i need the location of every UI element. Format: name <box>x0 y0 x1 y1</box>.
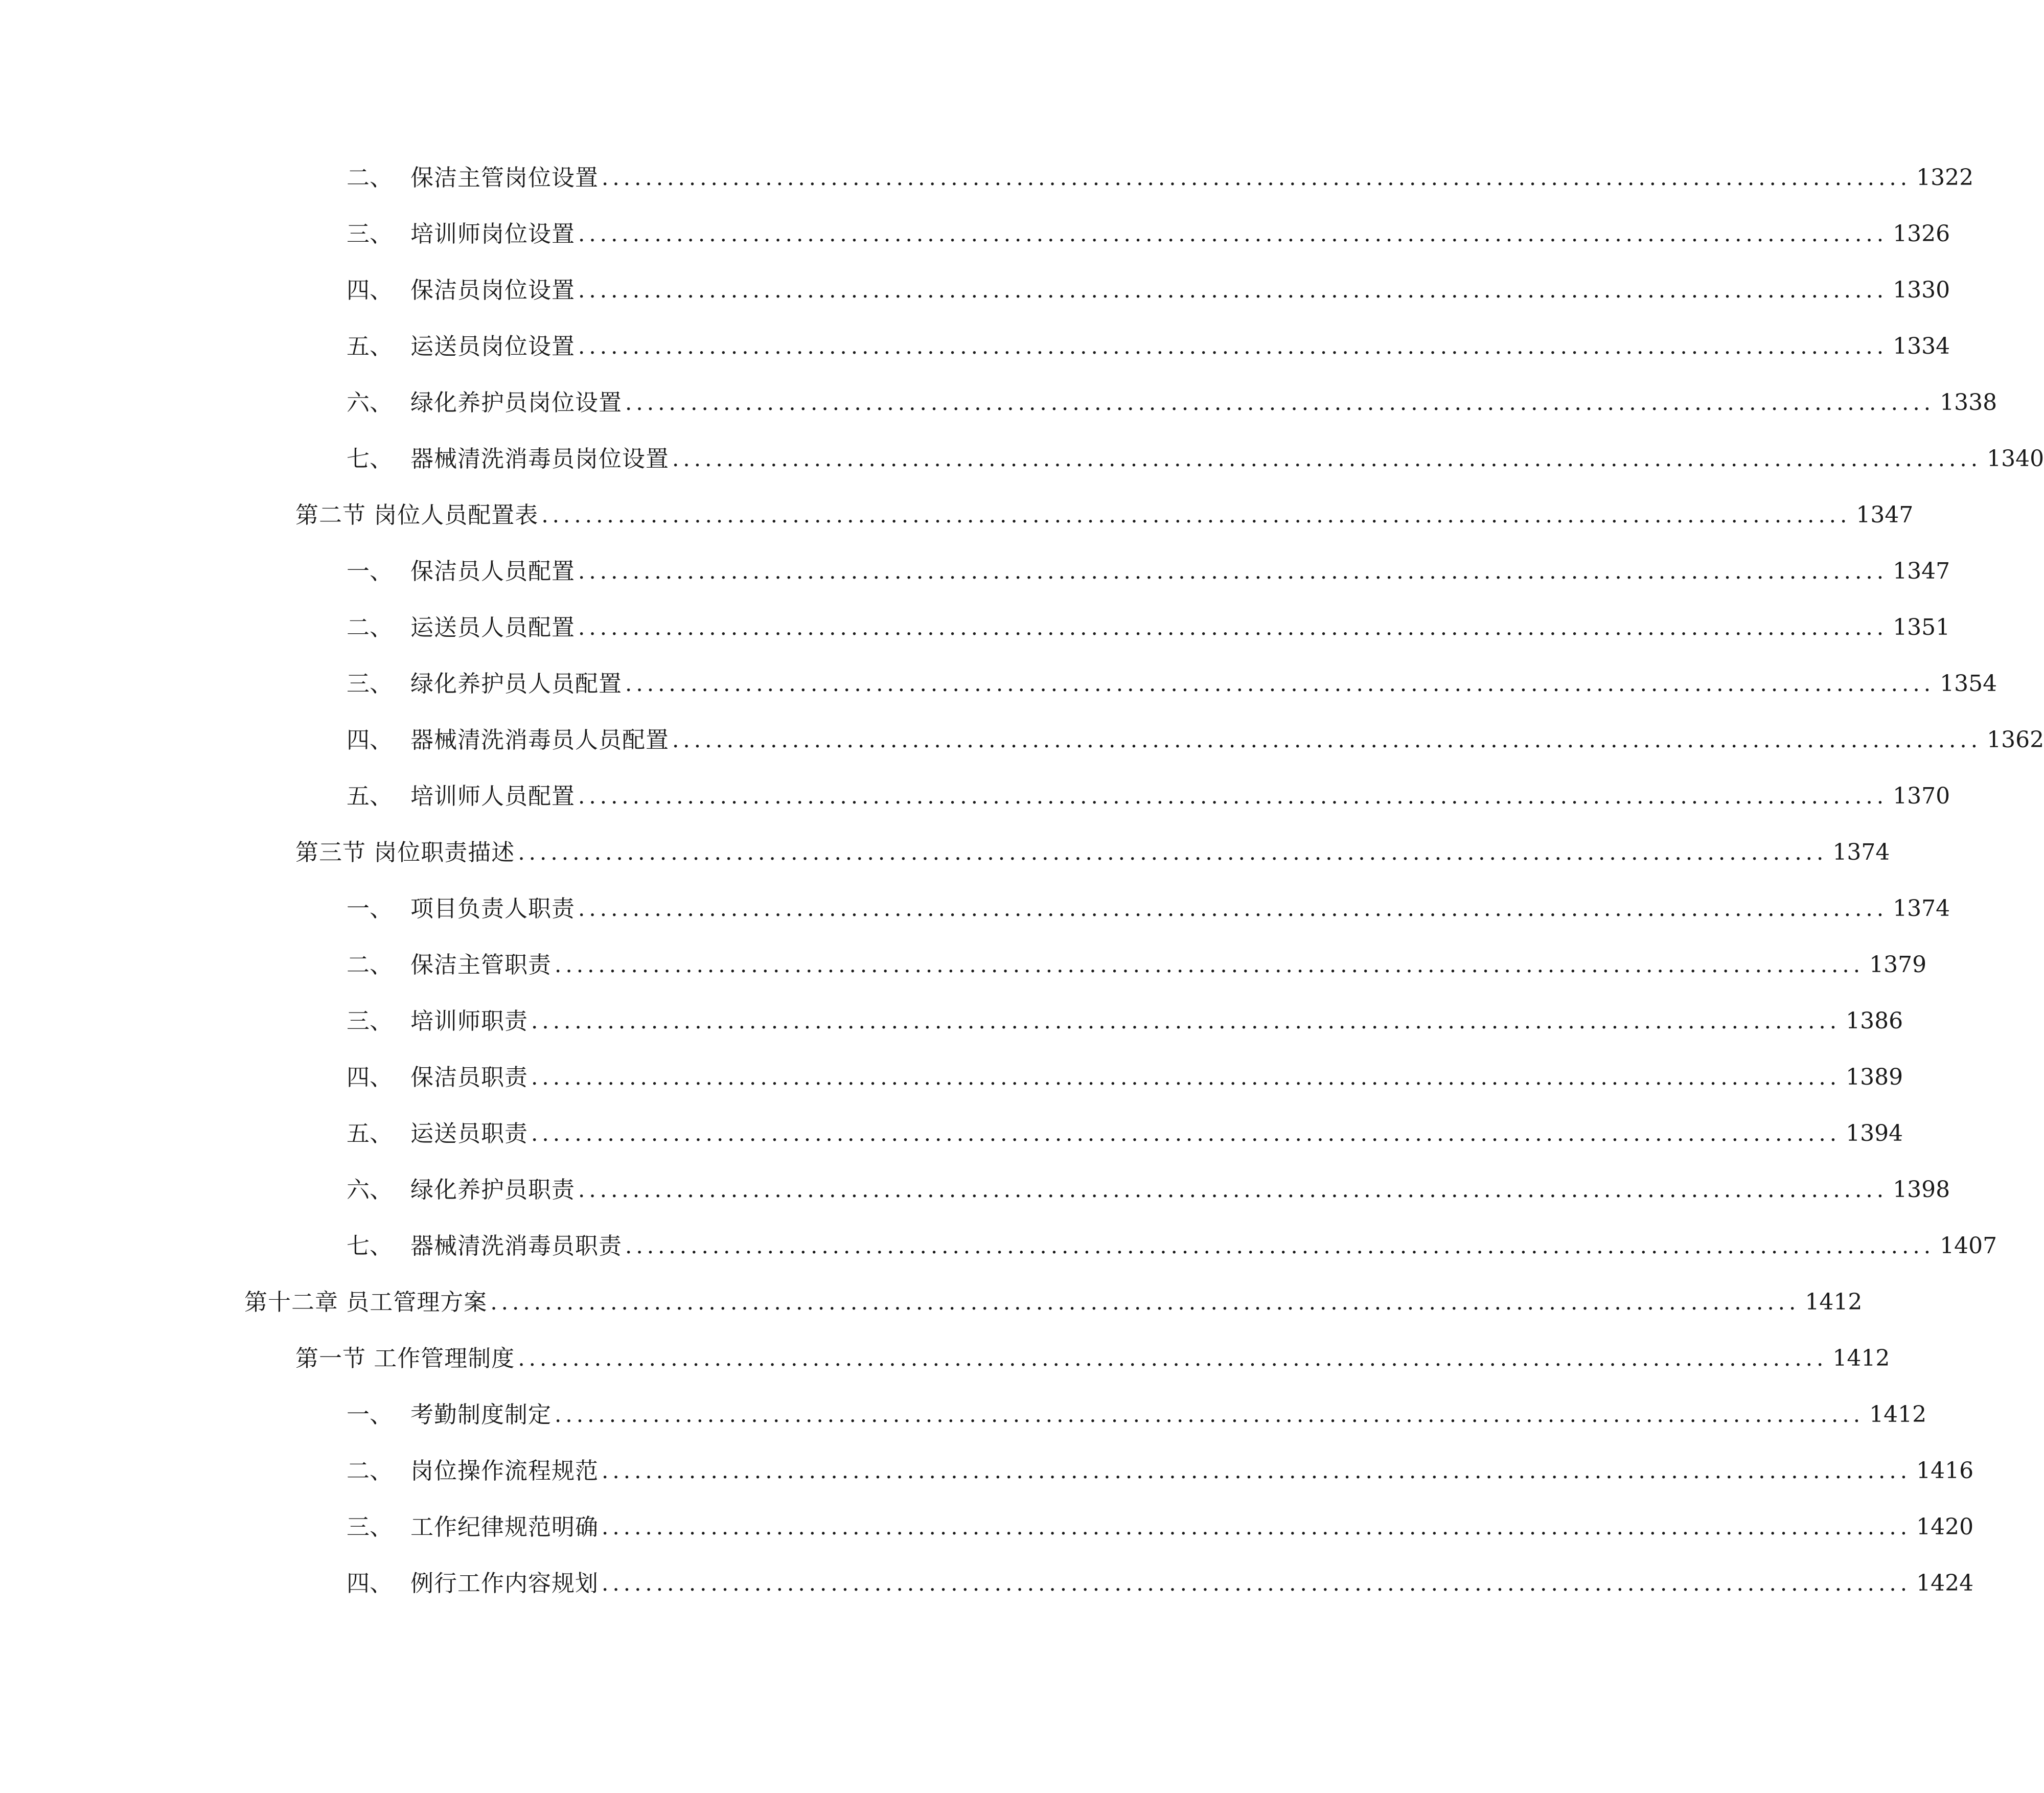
dot-leader: ........................................................................................................................ <box>625 390 1935 415</box>
toc-entry[interactable] <box>0 1566 1974 1601</box>
toc-entry[interactable] <box>0 778 1950 814</box>
toc-entry[interactable] <box>0 891 1950 927</box>
toc-entry-title: 保洁主管岗位设置 <box>410 164 599 191</box>
toc-entry-title: 考勤制度制定 <box>410 1401 552 1428</box>
toc-entry-number: 三、 <box>347 220 393 247</box>
toc-entry-title: 器械清洗消毒员职责 <box>410 1232 623 1259</box>
toc-entry-number: 三、 <box>347 670 393 697</box>
toc-entry-title: 绿化养护员岗位设置 <box>410 389 623 416</box>
toc-entry[interactable] <box>0 272 1950 308</box>
toc-entry-number: 七、 <box>347 1232 393 1259</box>
toc-entry[interactable] <box>0 1453 1974 1489</box>
toc-entry[interactable] <box>0 554 1950 589</box>
toc-entry-page-number: 1394 <box>1846 1120 1903 1146</box>
dot-leader: ........................................................................................................................ <box>578 1177 1888 1202</box>
dot-leader: ........................................................................................................................ <box>578 784 1888 809</box>
toc-entry-number: 三、 <box>347 1007 393 1035</box>
toc-entry-page-number: 1330 <box>1893 277 1950 303</box>
toc-entry-page-number: 1379 <box>1869 952 1927 978</box>
toc-entry-number: 二、 <box>347 951 393 978</box>
dot-leader: ........................................................................................................................ <box>555 952 1865 977</box>
toc-entry-number: 四、 <box>347 726 393 753</box>
toc-entry-page-number: 1347 <box>1856 502 1914 528</box>
toc-entry[interactable] <box>0 160 1974 196</box>
toc-entry-page-number: 1420 <box>1916 1514 1974 1540</box>
toc-entry-title: 绿化养护员职责 <box>410 1176 576 1203</box>
toc-entry-page-number: 1416 <box>1916 1458 1974 1484</box>
toc-entry[interactable] <box>0 1341 1890 1376</box>
toc-entry-number: 六、 <box>347 1176 393 1203</box>
dot-leader: ........................................................................................................................ <box>578 221 1888 246</box>
toc-entry-page-number: 1412 <box>1869 1401 1927 1428</box>
toc-entry-title: 器械清洗消毒员岗位设置 <box>410 445 670 472</box>
toc-entry-title: 第三节 岗位职责描述 <box>295 839 515 866</box>
toc-entry-page-number: 1412 <box>1805 1289 1863 1315</box>
toc-entry-number: 二、 <box>347 614 393 641</box>
toc-entry-title: 工作纪律规范明确 <box>410 1513 599 1541</box>
toc-entry-page-number: 1347 <box>1893 558 1950 584</box>
dot-leader: ........................................................................................................................ <box>531 1121 1841 1146</box>
toc-entry[interactable] <box>0 1397 1927 1433</box>
toc-entry-page-number: 1386 <box>1846 1008 1903 1034</box>
toc-entry-number: 三、 <box>347 1513 393 1541</box>
dot-leader: ........................................................................................................................ <box>578 615 1888 640</box>
toc-entry-page-number: 1334 <box>1893 333 1950 359</box>
toc-entry-title: 第二节 岗位人员配置表 <box>295 501 539 528</box>
toc-entry-number: 五、 <box>347 333 393 360</box>
toc-entry[interactable] <box>0 1060 1903 1095</box>
toc-entry[interactable] <box>0 947 1927 983</box>
toc-entry[interactable] <box>0 1172 1950 1208</box>
toc-entry-page-number: 1374 <box>1893 895 1950 922</box>
dot-leader: ........................................................................................................................ <box>518 840 1828 865</box>
toc-entry[interactable] <box>0 441 2044 477</box>
dot-leader: ........................................................................................................................ <box>578 896 1888 921</box>
dot-leader: ........................................................................................................................ <box>602 1571 1912 1596</box>
toc-entry[interactable] <box>0 722 2044 758</box>
toc-entry[interactable] <box>0 1509 1974 1545</box>
toc-entry-number: 一、 <box>347 1401 393 1428</box>
toc-entry-title: 培训师人员配置 <box>410 783 576 810</box>
toc-entry-number: 一、 <box>347 895 393 922</box>
dot-leader: ........................................................................................................................ <box>625 671 1935 696</box>
dot-leader: ........................................................................................................................ <box>518 1346 1828 1371</box>
toc-entry[interactable] <box>0 610 1950 646</box>
toc-entry[interactable] <box>0 1003 1903 1039</box>
dot-leader: ........................................................................................................................ <box>578 334 1888 359</box>
toc-entry-title: 第一节 工作管理制度 <box>295 1345 515 1372</box>
dot-leader: ........................................................................................................................ <box>672 727 1982 752</box>
toc-entry-page-number: 1389 <box>1846 1064 1903 1090</box>
toc-entry[interactable] <box>0 1284 1863 1320</box>
toc-entry[interactable] <box>0 497 1914 533</box>
dot-leader: ........................................................................................................................ <box>555 1402 1865 1427</box>
toc-entry-page-number: 1370 <box>1893 783 1950 809</box>
dot-leader: ........................................................................................................................ <box>578 559 1888 584</box>
toc-entry-title: 保洁员人员配置 <box>410 558 576 585</box>
dot-leader: ........................................................................................................................ <box>578 278 1888 303</box>
toc-entry-title: 运送员人员配置 <box>410 614 576 641</box>
toc-entry[interactable] <box>0 666 1997 702</box>
toc-entry-page-number: 1338 <box>1940 389 1997 416</box>
toc-entry-title: 保洁主管职责 <box>410 951 552 978</box>
toc-entry-page-number: 1374 <box>1832 839 1890 865</box>
dot-leader: ........................................................................................................................ <box>602 165 1912 190</box>
toc-entry-number: 四、 <box>347 1064 393 1091</box>
dot-leader: ........................................................................................................................ <box>672 446 1982 471</box>
toc-entry-title: 培训师职责 <box>410 1007 529 1035</box>
toc-entry-page-number: 1340 <box>1987 446 2044 472</box>
toc-entry-title: 运送员职责 <box>410 1120 529 1147</box>
toc-entry-page-number: 1407 <box>1940 1233 1997 1259</box>
toc-entry-number: 五、 <box>347 783 393 810</box>
toc-entry-number: 六、 <box>347 389 393 416</box>
dot-leader: ........................................................................................................................ <box>602 1458 1912 1483</box>
toc-entry-title: 第十二章 员工管理方案 <box>244 1289 488 1316</box>
toc-entry-title: 运送员岗位设置 <box>410 333 576 360</box>
dot-leader: ........................................................................................................................ <box>531 1008 1841 1033</box>
toc-entry-number: 七、 <box>347 445 393 472</box>
toc-entry-title: 项目负责人职责 <box>410 895 576 922</box>
toc-entry-number: 四、 <box>347 277 393 304</box>
toc-entry-page-number: 1412 <box>1832 1345 1890 1371</box>
toc-entry-title: 培训师岗位设置 <box>410 220 576 247</box>
toc-entry[interactable] <box>0 385 1997 421</box>
dot-leader: ........................................................................................................................ <box>531 1065 1841 1090</box>
toc-entry[interactable] <box>0 216 1950 252</box>
toc-entry-title: 岗位操作流程规范 <box>410 1457 599 1484</box>
toc-entry-number: 二、 <box>347 1457 393 1484</box>
toc-entry-page-number: 1354 <box>1940 671 1997 697</box>
dot-leader: ........................................................................................................................ <box>490 1290 1800 1315</box>
toc-entry-page-number: 1398 <box>1893 1177 1950 1203</box>
toc-entry-title: 保洁员岗位设置 <box>410 277 576 304</box>
toc-entry-title: 绿化养护员人员配置 <box>410 670 623 697</box>
dot-leader: ........................................................................................................................ <box>625 1233 1935 1258</box>
toc-entry[interactable] <box>0 1116 1903 1152</box>
toc-entry-page-number: 1351 <box>1893 614 1950 640</box>
toc-entry[interactable] <box>0 1228 1997 1264</box>
toc-entry-title: 器械清洗消毒员人员配置 <box>410 726 670 753</box>
toc-entry-page-number: 1362 <box>1987 727 2044 753</box>
toc-entry-title: 保洁员职责 <box>410 1064 529 1091</box>
toc-entry-number: 二、 <box>347 164 393 191</box>
toc-entry-number: 四、 <box>347 1570 393 1597</box>
toc-entry-page-number: 1424 <box>1916 1570 1974 1596</box>
toc-entry[interactable] <box>0 835 1890 870</box>
toc-entry-page-number: 1322 <box>1916 165 1974 191</box>
dot-leader: ........................................................................................................................ <box>541 502 1851 527</box>
toc-entry[interactable] <box>0 329 1950 364</box>
toc-entry-number: 五、 <box>347 1120 393 1147</box>
toc-entry-number: 一、 <box>347 558 393 585</box>
dot-leader: ........................................................................................................................ <box>602 1514 1912 1539</box>
toc-entry-page-number: 1326 <box>1893 221 1950 247</box>
toc-entry-title: 例行工作内容规划 <box>410 1570 599 1597</box>
